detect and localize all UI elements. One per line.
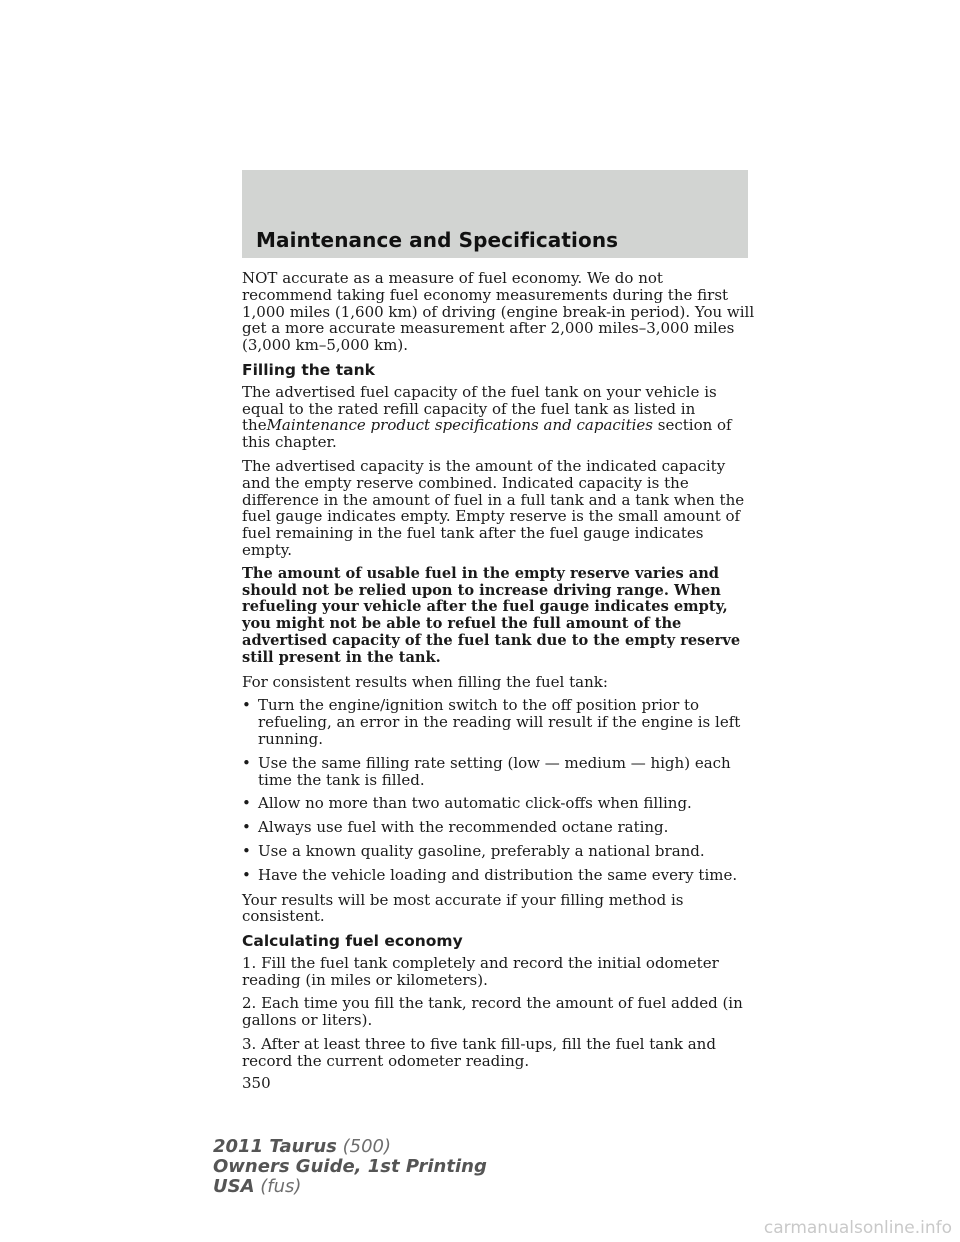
filling-paragraph-1: [242, 384, 757, 451]
step-2: 2. Each time you fill the tank, record the amount of fuel added (in gallons or liters).: [242, 994, 743, 1030]
list-item: • Have the vehicle loading and distribution the same every time.: [242, 865, 738, 884]
bullet-icon: •: [242, 696, 251, 715]
spec-reference: Maintenance product specifications and capacities: [266, 416, 653, 435]
consistent-outro: Your results will be most accurate if your filling method is consistent.: [242, 890, 684, 926]
page-body: [242, 270, 757, 1098]
filling-heading: Filling the tank: [242, 360, 375, 379]
bullet-icon: •: [242, 865, 251, 884]
footer-line-market: USA (fus): [213, 1176, 302, 1197]
tips-list: [242, 697, 757, 883]
section-title: Maintenance and Specifications: [256, 228, 619, 252]
list-item: • Use the same filling rate setting (low — medium — high) each time the tank is filled.: [242, 753, 731, 789]
site-watermark: carmanualsonline.info: [763, 1218, 952, 1238]
list-item: • Use a known quality gasoline, preferably a national brand.: [242, 841, 705, 860]
bullet-icon: •: [242, 818, 251, 837]
bullet-icon: •: [242, 794, 251, 813]
filling-p1-end: section of this chapter.: [242, 416, 732, 452]
bullet-icon: •: [242, 753, 251, 772]
warning-paragraph: The amount of usable fuel in the empty reserve varies and should not be relied upon to increase driving range. When refueling your vehicle after the fuel gauge indicates empty, you might not be able to refuel the full amount of the advertised capacity of the fuel tank due to the empty reserve still present in the tank.: [242, 564, 741, 666]
consistent-intro: For consistent results when filling the fuel tank:: [242, 672, 608, 691]
list-item: • Allow no more than two automatic click-offs when filling.: [242, 794, 692, 813]
footer-line-guide: Owners Guide, 1st Printing: [213, 1156, 487, 1177]
list-item: • Always use fuel with the recommended octane rating.: [242, 818, 669, 837]
step-3: 3. After at least three to five tank fill-ups, fill the fuel tank and record the current odometer reading.: [242, 1035, 716, 1070]
list-item: • Turn the engine/ignition switch to the off position prior to refueling, an error in the reading will result if the engine is left running.: [242, 696, 741, 748]
page-number: 350: [242, 1073, 271, 1092]
bullet-icon: •: [242, 841, 251, 860]
filling-p1-start: The advertised fuel capacity of the fuel tank on your vehicle is equal to the rated refill capacity of the fuel tank as listed in the: [242, 382, 717, 435]
footer-line-model: 2011 Taurus (500): [213, 1136, 392, 1157]
calc-heading: Calculating fuel economy: [242, 932, 463, 951]
step-1: 1. Fill the fuel tank completely and record the initial odometer reading (in miles or kilometers).: [242, 953, 719, 989]
print-footer: [213, 1137, 487, 1197]
intro-paragraph: NOT accurate as a measure of fuel economy. We do not recommend taking fuel economy measurements during the first 1,000 miles (1,600 km) of driving (engine break-in period). You will get a more accurate measurement after 2,000 miles–3,000 miles (3,000 km–5,000 km).: [242, 269, 755, 355]
filling-paragraph-2: The advertised capacity is the amount of the indicated capacity and the empty reserve combined. Indicated capacity is the difference in the amount of fuel in a full tank and a tank when the fuel gauge indicates empty. Empty reserve is the small amount of fuel remaining in the fuel tank after the fuel gauge indicates empty.: [242, 456, 745, 559]
